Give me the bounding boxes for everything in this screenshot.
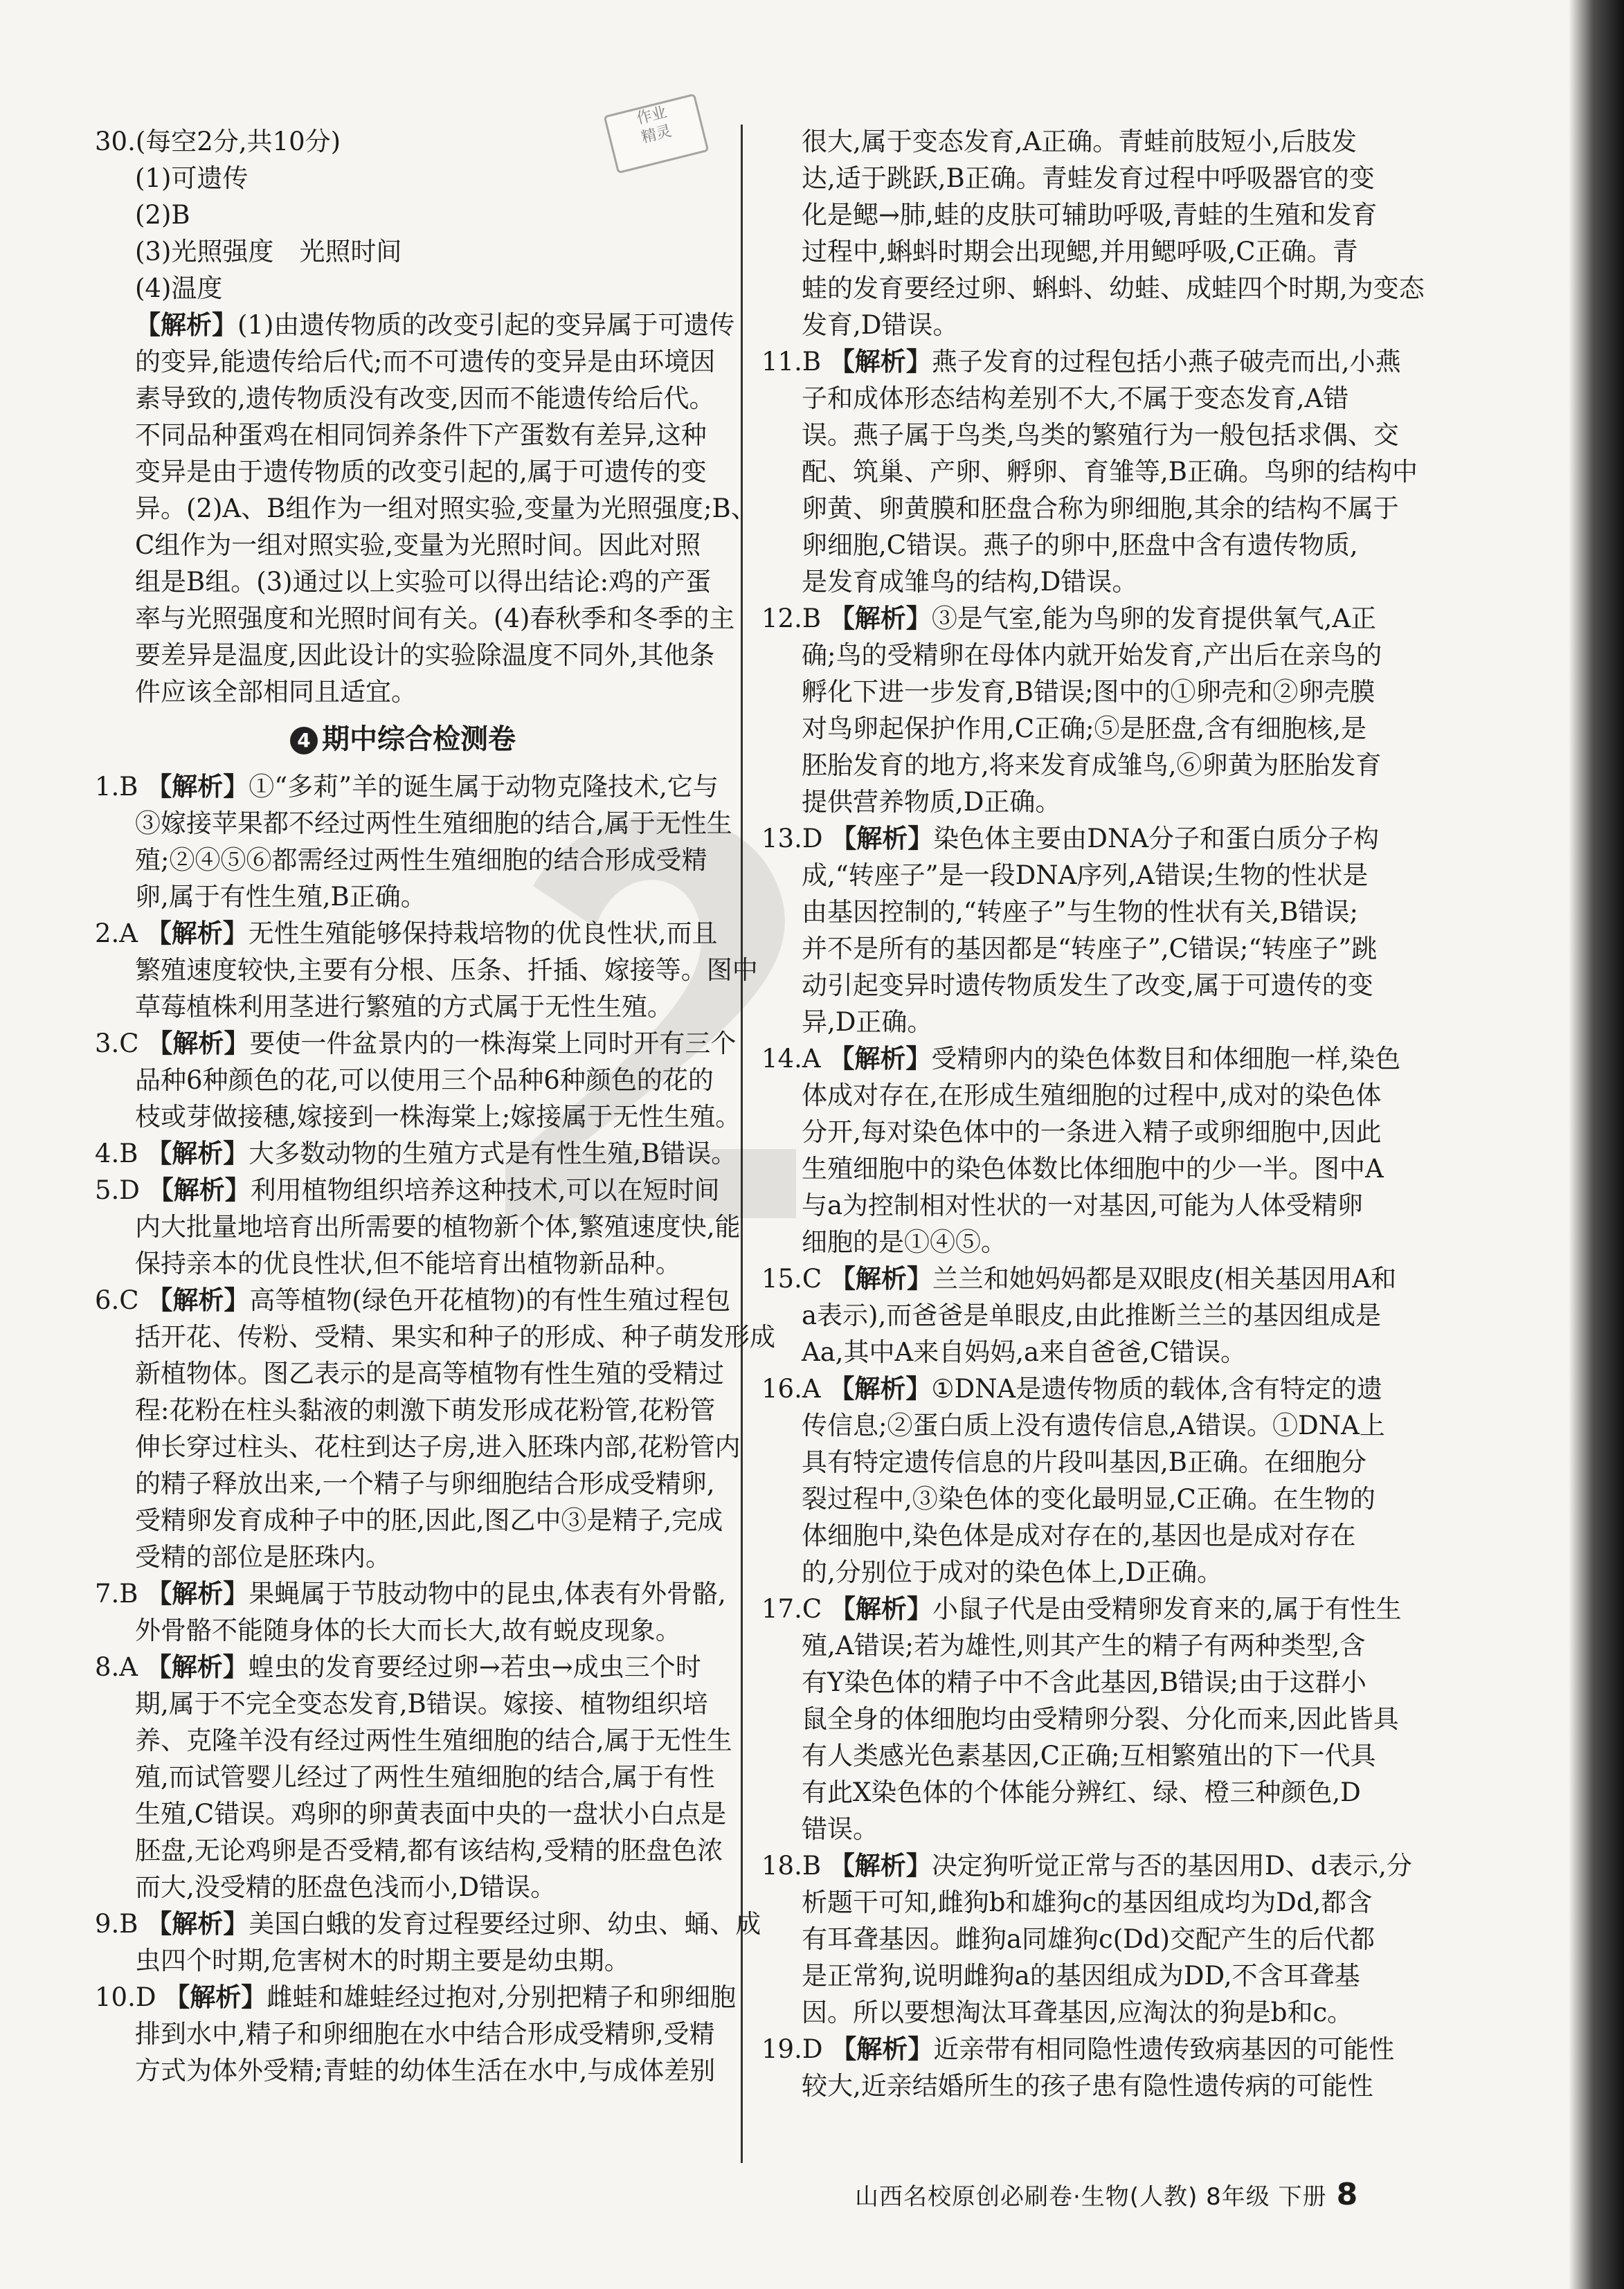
answer-number: 14.A [761,1044,821,1074]
answer-line: 误。燕子属于鸟类,鸟类的繁殖行为一般包括求偶、交 [802,420,1399,450]
question-30-answers [95,160,711,307]
answer-explanation: 近亲带有相同隐性遗传致病基因的可能性 [933,2034,1395,2064]
answer-first-line [95,1906,761,1942]
analysis-tag: 【解析】 [829,1851,932,1881]
question-30-explanation-first: 【解析】(1)由遗传物质的改变引起的变异属于可遗传 [135,310,735,340]
answer-line: 胚盘,无论鸡卵是否受精,都有该结构,受精的胚盘色浓 [135,1836,723,1865]
answer-line: 配、筑巢、产卵、孵卵、育雏等,B正确。鸟卵的结构中 [802,457,1418,487]
answer-line: 细胞的是①④⑤。 [802,1227,1007,1257]
answer-item [761,1591,1402,1847]
analysis-tag: 【解析】 [147,1029,250,1058]
answer-line: 错误。 [802,1814,878,1844]
answer-number: 12.B [761,604,822,633]
answer-item [761,820,1378,1040]
answer-line: 有耳聋基因。雌狗a同雄狗c(Dd)交配产生的后代都 [802,1924,1375,1954]
answer-line: 由基因控制的,“转座子”与生物的性状有关,B错误; [802,897,1359,927]
answer-item [761,600,1382,820]
answer-item [95,1649,732,1906]
answer-number: 4.B [95,1139,138,1168]
answer-line: 子和成体形态结构差别不大,不属于变态发育,A错 [802,383,1349,413]
answer-explanation: 大多数动物的生殖方式是有性生殖,B错误。 [249,1139,737,1168]
answer-number: 5.D [95,1175,140,1205]
answer-line: 内大批量地培育出所需要的植物新个体,繁殖速度快,能 [135,1212,741,1242]
answer-item [761,343,1418,600]
answer-first-line [761,2031,1395,2068]
explanation-line: 异。(2)A、B组作为一组对照实验,变量为光照强度;B、 [135,494,757,523]
answer-line: 排到水中,精子和卵细胞在水中结合形成受精卵,受精 [135,2019,715,2049]
answer-line: ③嫁接苹果都不经过两性生殖细胞的结合,属于无性生 [135,808,732,838]
section-heading [95,710,711,768]
answer-explanation: 要使一件盆景内的一株海棠上同时开有三个 [249,1029,737,1058]
analysis-tag: 【解析】 [829,1264,932,1294]
analysis-tag: 【解析】 [147,1175,251,1205]
answer-line: 外骨骼不能随身体的长大而长大,故有蜕皮现象。 [135,1616,681,1645]
question-30-header: 30.(每空2分,共10分) [95,127,341,156]
answer-line: 是发育成雏鸟的结构,D错误。 [802,567,1138,597]
answer-number: 7.B [95,1579,138,1609]
answer-line: 繁殖速度较快,主要有分根、压条、扦插、嫁接等。图中 [135,955,758,985]
answer-item [761,1260,1397,1370]
section-number-badge: 4 [290,727,318,754]
answer-item [95,1172,741,1282]
footer-book-title: 山西名校原创必刷卷·生物(人教) 8年级 下册 [855,2183,1327,2211]
page-number: 8 [1336,2177,1359,2212]
answer-first-line [95,1575,726,1612]
answer-line: 是正常狗,说明雌狗a的基因组成为DD,不含耳聋基 [802,1961,1360,1991]
answer-explanation: 美国白蛾的发育过程要经过卵、幼虫、蛹、成 [249,1909,761,1939]
answer-line: 卵,属于有性生殖,B正确。 [135,882,426,912]
answer-line: (3)光照强度 光照时间 [135,237,402,266]
analysis-tag: 【解析】 [147,1285,250,1315]
answer-line: 殖,A错误;若为雄性,则其产生的精子有两种类型,含 [802,1631,1366,1661]
explanation-line: 过程中,蝌蚪时期会出现鳃,并用鳃呼吸,C正确。青 [802,237,1358,266]
answer-line: 卵黄、卵黄膜和胚盘合称为卵细胞,其余的结构不属于 [802,494,1399,523]
right-answer-list [761,343,1418,2104]
answer-explanation: 染色体主要由DNA分子和蛋白质分子构 [933,824,1380,853]
answer-line: 成,“转座子”是一段DNA序列,A错误;生物的性状是 [802,860,1369,890]
answer-number: 15.C [761,1264,822,1294]
answer-line: 与a为控制相对性状的一对基因,可能为人体受精卵 [802,1191,1363,1220]
answer-item [761,1370,1385,1591]
answer-explanation: ①“多莉”羊的诞生属于动物克隆技术,它与 [249,772,719,802]
answer-line: 括开花、传粉、受精、果实和种子的形成、种子萌发形成 [135,1322,775,1352]
question-10-continuation [761,123,1425,343]
answer-explanation: 果蝇属于节肢动物中的昆虫,体表有外骨骼, [249,1579,726,1609]
answer-line: 程:花粉在柱头黏液的刺激下萌发形成花粉管,花粉管 [135,1395,716,1425]
question-30-explanation [95,343,757,710]
answer-number: 6.C [95,1285,139,1315]
answer-line: 殖;②④⑤⑥都需经过两性生殖细胞的结合形成受精 [135,845,707,875]
explanation-line: 达,适于跳跃,B正确。青蛙发育过程中呼吸器官的变 [802,163,1375,193]
answer-line: 异,D正确。 [802,1007,933,1037]
answer-item [761,2031,1395,2104]
answer-explanation: 利用植物组织培养这种技术,可以在短时间 [250,1175,720,1205]
explanation-line: 蛙的发育要经过卵、蝌蚪、幼蛙、成蛙四个时期,为变态 [802,273,1425,303]
answer-first-line [761,1847,1412,1884]
analysis-tag: 【解析】 [146,1579,249,1609]
answer-explanation: 燕子发育的过程包括小燕子破壳而出,小燕 [931,347,1401,377]
answer-line: 受精的部位是胚珠内。 [135,1542,391,1572]
answer-line: 对鸟卵起保护作用,C正确;⑤是胚盘,含有细胞核,是 [802,714,1367,743]
left-answer-list [95,768,775,2089]
answer-line: 养、克隆羊没有经过两性生殖细胞的结合,属于无性生 [135,1726,732,1755]
analysis-tag: 【解析】 [831,824,934,853]
answer-first-line [95,1025,737,1062]
answer-line: 而大,没受精的胚盘色浅而小,D错误。 [135,1872,557,1902]
explanation-line: 发育,D错误。 [802,310,959,340]
explanation-line: 组是B组。(3)通过以上实验可以得出结论:鸡的产蛋 [135,567,712,597]
answer-item [95,1906,761,1979]
answer-number: 8.A [95,1652,138,1682]
answer-item [761,1040,1401,1260]
answer-line: 并不是所有的基因都是“转座子”,C错误;“转座子”跳 [802,934,1378,963]
answer-number: 9.B [95,1909,138,1939]
answer-line: 传信息;②蛋白质上没有遗传信息,A错误。①DNA上 [802,1411,1385,1440]
answer-line: 提供营养物质,D正确。 [802,787,1061,817]
answer-first-line [95,1979,737,2016]
analysis-tag: 【解析】 [146,1139,249,1168]
answer-first-line [761,1260,1397,1297]
answer-number: 18.B [761,1851,822,1881]
answer-number: 13.D [761,824,823,853]
explanation-line: 化是鳃→肺,蛙的皮肤可辅助呼吸,青蛙的生殖和发育 [802,200,1378,230]
answer-line: 虫四个时期,危害树木的时期主要是幼虫期。 [135,1946,630,1975]
answer-explanation: ③是气室,能为鸟卵的发育提供氧气,A正 [931,604,1377,633]
analysis-tag: 【解析】 [829,1374,932,1404]
explanation-line: 率与光照强度和光照时间有关。(4)春秋季和冬季的主 [135,604,735,633]
answer-explanation: 无性生殖能够保持栽培物的优良性状,而且 [248,919,718,948]
answer-line: 鼠全身的体细胞均由受精卵分裂、分化而来,因此皆具 [802,1704,1399,1734]
answer-explanation: 高等植物(绿色开花植物)的有性生殖过程包 [249,1285,731,1315]
answer-line: 的,分别位于成对的染色体上,D正确。 [802,1557,1223,1587]
answer-line: (4)温度 [135,273,223,303]
answer-line: 体成对存在,在形成生殖细胞的过程中,成对的染色体 [802,1080,1382,1110]
answer-line: 分开,每对染色体中的一条进入精子或卵细胞中,因此 [802,1117,1382,1147]
answer-item [761,1847,1412,2031]
explanation-line: C组作为一组对照实验,变量为光照时间。因此对照 [135,530,701,560]
analysis-tag: 【解析】 [829,1594,932,1624]
answer-line: (1)可遗传 [135,163,249,193]
analysis-tag: 【解析】 [831,2034,934,2064]
explanation-line: 素导致的,遗传物质没有改变,因而不能遗传给后代。 [135,383,715,413]
answer-line: 伸长穿过柱头、花柱到达子房,进入胚珠内部,花粉管内 [135,1432,741,1462]
answer-line: 品种6种颜色的花,可以使用三个品种6种颜色的花的 [135,1065,714,1095]
answer-line: 保持亲本的优良性状,但不能培育出植物新品种。 [135,1249,681,1278]
analysis-tag: 【解析】 [145,1652,249,1682]
answer-line: 生殖,C错误。鸡卵的卵黄表面中央的一盘状小白点是 [135,1799,727,1829]
answer-line: 有人类感光色素基因,C正确;互相繁殖出的下一代具 [802,1741,1376,1771]
answer-item [95,915,758,1025]
answer-line: 析题干可知,雌狗b和雄狗c的基因组成均为Dd,都含 [802,1888,1373,1917]
answer-line: 动引起变异时遗传物质发生了改变,属于可遗传的变 [802,970,1373,1000]
answer-line: 期,属于不完全变态发育,B错误。嫁接、植物组织培 [135,1689,708,1719]
explanation-line: 要差异是温度,因此设计的实验除温度不同外,其他条 [135,640,715,670]
answer-explanation: 雌蛙和雄蛙经过抱对,分别把精子和卵细胞 [267,1982,737,2012]
answer-number: 17.C [761,1594,822,1624]
answer-first-line [761,600,1378,637]
homework-stamp: 作业 精灵 [604,93,710,174]
answer-line: 确;鸟的受精卵在母体内就开始发育,产出后在亲鸟的 [802,640,1382,670]
answer-first-line [761,1591,1402,1627]
analysis-tag: 【解析】 [145,919,249,948]
answer-first-line [761,343,1401,380]
answer-line: 枝或芽做接穗,嫁接到一株海棠上;嫁接属于无性生殖。 [135,1102,741,1132]
answer-item [95,1025,741,1135]
answer-line: a表示),而爸爸是单眼皮,由此推断兰兰的基因组成是 [802,1301,1382,1330]
answer-first-line [95,1649,711,1685]
answer-line: 因。所以要想淘汰耳聋基因,应淘汰的狗是b和c。 [802,1998,1353,2027]
right-column [761,123,1425,2104]
answer-line: 卵细胞,C错误。燕子的卵中,胚盘中含有遗传物质, [802,530,1358,560]
analysis-tag: 【解析】 [135,310,237,340]
explanation-line: 不同品种蛋鸡在相同饲养条件下产蛋数有差异,这种 [135,420,707,450]
explanation-line: 的变异,能遗传给后代;而不可遗传的变异是由环境因 [135,347,716,377]
answer-line: 受精卵发育成种子中的胚,因此,图乙中③是精子,完成 [135,1505,723,1535]
answer-line: 生殖细胞中的染色体数比体细胞中的少一半。图中A [802,1154,1384,1184]
answer-line: 草莓植株利用茎进行繁殖的方式属于无性生殖。 [135,992,673,1022]
page-footer [855,2177,1358,2212]
explanation-line: 很大,属于变态发育,A正确。青蛙前肢短小,后肢发 [802,127,1357,156]
answer-number: 1.B [95,772,138,802]
answer-line: 有Y染色体的精子中不含此基因,B错误;由于这群小 [802,1667,1366,1697]
analysis-tag: 【解析】 [829,347,932,377]
answer-item [95,1979,737,2089]
answer-line: 新植物体。图乙表示的是高等植物有性生殖的受精过 [135,1359,724,1388]
answer-line: (2)B [135,200,190,230]
answer-line: 殖,而试管婴儿经过了两性生殖细胞的结合,属于有性 [135,1762,715,1792]
answer-first-line [95,1135,737,1172]
answer-item [95,1135,737,1172]
answer-first-line [95,915,718,952]
answer-explanation: 小鼠子代是由受精卵发育来的,属于有性生 [932,1594,1402,1624]
answer-number: 11.B [761,347,822,377]
answer-line: 裂过程中,③染色体的变化最明显,C正确。在生物的 [802,1484,1375,1514]
answer-line: Aa,其中A来自妈妈,a来自爸爸,C错误。 [802,1337,1247,1367]
left-column [95,123,775,2089]
answer-first-line [761,1040,1401,1077]
answer-explanation: 受精卵内的染色体数目和体细胞一样,染色 [931,1044,1401,1074]
answer-number: 16.A [761,1374,821,1404]
answer-number: 19.D [761,2034,823,2064]
answer-line: 的精子释放出来,一个精子与卵细胞结合形成受精卵, [135,1469,715,1499]
answer-number: 3.C [95,1029,139,1058]
answer-first-line [761,1370,1383,1407]
analysis-tag: 【解析】 [164,1982,267,2012]
answer-line: 较大,近亲结婚所生的孩子患有隐性遗传病的可能性 [802,2071,1373,2101]
answer-line: 具有特定遗传信息的片段叫基因,B正确。在细胞分 [802,1447,1366,1477]
analysis-tag: 【解析】 [146,1909,249,1939]
answer-first-line [761,820,1378,857]
analysis-tag: 【解析】 [829,604,932,633]
answer-explanation: 兰兰和她妈妈都是双眼皮(相关基因用A和 [932,1264,1397,1294]
answer-line: 方式为体外受精;青蛙的幼体生活在水中,与成体差别 [135,2056,716,2086]
answer-item [95,768,732,915]
answer-line: 孵化下进一步发育,B错误;图中的①卵壳和②卵壳膜 [802,677,1375,707]
explanation-line: 件应该全部相同且适宜。 [135,677,417,707]
answer-number: 2.A [95,919,138,948]
analysis-tag: 【解析】 [829,1044,932,1074]
answer-first-line [95,1282,731,1319]
explanation-line: 变异是由于遗传物质的改变引起的,属于可遗传的变 [135,457,707,487]
answer-line: 胚胎发育的地方,将来发育成雏鸟,⑥卵黄为胚胎发育 [802,750,1382,780]
answer-line: 体细胞中,染色体是成对存在的,基因也是成对存在 [802,1521,1356,1550]
section-title: 期中综合检测卷 [322,723,516,755]
answer-explanation: 决定狗听觉正常与否的基因用D、d表示,分 [931,1851,1412,1881]
answer-first-line [95,768,719,805]
answer-explanation: ①DNA是遗传物质的载体,含有特定的遗 [931,1374,1383,1404]
analysis-tag: 【解析】 [146,772,249,802]
answer-line: 有此X染色体的个体能分辨红、绿、橙三种颜色,D [802,1777,1361,1807]
answer-item [95,1575,726,1649]
scan-edge-shadow [1569,0,1624,2289]
answer-item [95,1282,775,1575]
answer-explanation: 蝗虫的发育要经过卵→若虫→成虫三个时 [248,1652,701,1682]
answer-number: 10.D [95,1982,156,2012]
answer-first-line [95,1172,720,1209]
